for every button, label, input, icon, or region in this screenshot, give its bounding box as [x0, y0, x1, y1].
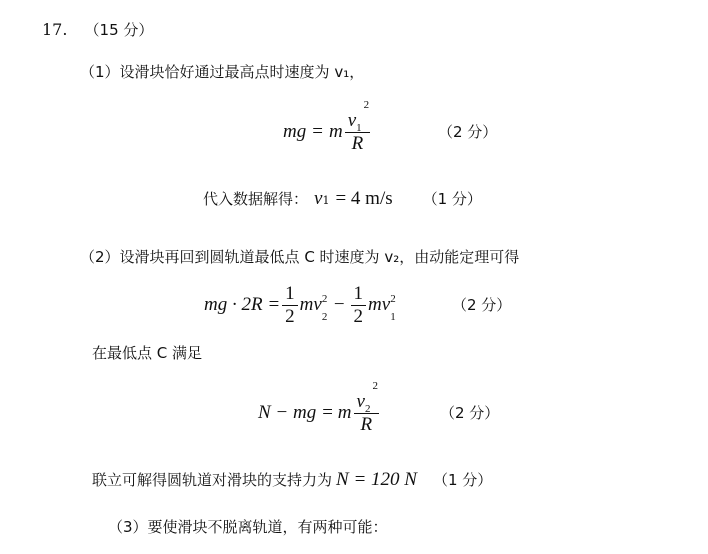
- eq1-m: m: [328, 121, 343, 142]
- eq3-term1-sup: 2: [321, 293, 328, 305]
- eq2-v: v: [314, 188, 323, 209]
- eq1-v-sub: 1: [356, 121, 362, 134]
- eq1-equals: =: [312, 121, 323, 142]
- part1-intro: （1）设滑块恰好通过最高点时速度为 v₁，: [80, 63, 365, 81]
- conclusion-equation: N = 120 N: [336, 469, 417, 490]
- part2-intro: （2）设滑块再回到圆轨道最低点 C 时速度为 v₂，由动能定理可得: [80, 248, 520, 266]
- eq4-den: R: [360, 413, 373, 435]
- question-score: （15 分）: [84, 21, 154, 39]
- eq3-minus: −: [333, 294, 345, 315]
- eq3-term2: mv: [368, 294, 391, 315]
- eq4-m: m: [337, 402, 352, 423]
- equation-4: [258, 380, 381, 443]
- eq3-term1: mv: [299, 294, 322, 315]
- eq3-term1-scripts: [321, 293, 330, 323]
- eq4-v-sub: 2: [364, 402, 371, 415]
- eq1-score: （2 分）: [438, 123, 498, 141]
- eq3-frac1: [282, 283, 298, 328]
- lowest-point-condition: 在最低点 C 满足: [92, 344, 203, 362]
- eq1-v-sup: 2: [363, 99, 370, 112]
- eq2-score: （1 分）: [422, 190, 482, 208]
- part3-intro: （3）要使滑块不脱离轨道，有两种可能：: [108, 518, 388, 536]
- eq4-v-sup: 2: [372, 380, 378, 393]
- eq2-label: 代入数据解得：: [203, 190, 309, 208]
- equation-1: [283, 99, 372, 162]
- eq3-term2-sup: 2: [390, 293, 396, 305]
- eq3-frac1-den: 2: [285, 305, 295, 327]
- eq4-score: （2 分）: [440, 404, 500, 422]
- question-header: [42, 20, 153, 40]
- eq3-term2-sub: 1: [390, 311, 396, 323]
- eq3-term2-scripts: [390, 293, 398, 323]
- eq3-frac1-num: 1: [285, 282, 295, 304]
- eq3-frac2: [351, 283, 367, 328]
- eq1-lhs: mg: [283, 121, 307, 142]
- conclusion-line: [92, 470, 492, 490]
- eq3-lhs: mg · 2R =: [204, 294, 281, 315]
- conclusion-text: 联立可解得圆轨道对滑块的支持力为: [92, 471, 333, 489]
- conclusion-score: （1 分）: [432, 471, 493, 489]
- eq2-rhs: = 4 m/s: [335, 188, 393, 209]
- equation-2: 代入数据解得： v 1 = 4 m/s （1 分）: [203, 188, 482, 209]
- eq4-fraction: [354, 380, 379, 436]
- eq4-v: v: [356, 390, 365, 412]
- eq3-score: （2 分）: [452, 296, 512, 314]
- equation-3: [204, 275, 398, 335]
- eq4-lhs: N − mg =: [258, 402, 334, 423]
- question-number: 17.: [42, 20, 68, 39]
- eq3-frac2-den: 2: [353, 305, 364, 327]
- eq1-fraction: [345, 99, 370, 155]
- eq3-term1-sub: 2: [321, 311, 328, 323]
- eq1-den: R: [351, 132, 364, 154]
- eq1-v: v: [347, 109, 357, 131]
- eq3-frac2-num: 1: [353, 282, 364, 304]
